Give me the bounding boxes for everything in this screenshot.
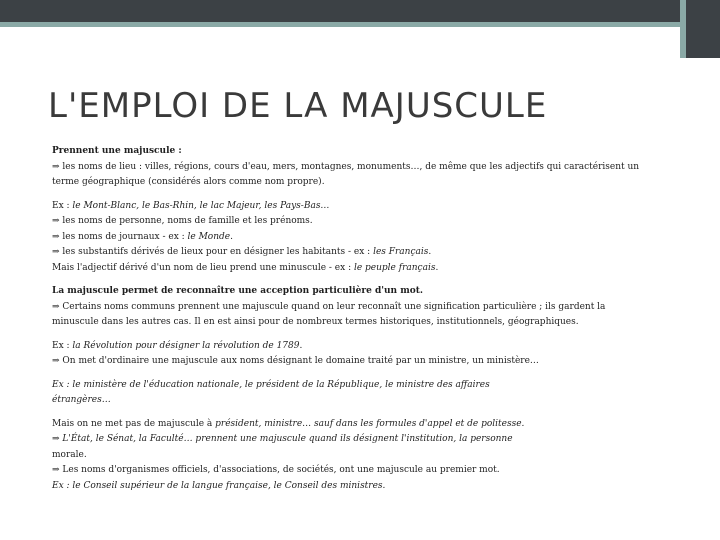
content-line: Ex : le ministère de l'éducation nationale, le président de la République, le ministre des affaires bbox=[52, 379, 490, 390]
content-line: ⇒ les noms de personne, noms de famille et les prénoms. bbox=[52, 216, 313, 226]
content-line: ⇒ Les noms d'organismes officiels, d'associations, de sociétés, ont une majuscule au premier mot. bbox=[52, 465, 500, 475]
content-italic: L'État, le Sénat, la Faculté… prennent une majuscule quand ils désignent l'institution, la personne bbox=[62, 434, 513, 444]
content-text: Ex : bbox=[52, 340, 73, 351]
top-decoration-bar bbox=[0, 0, 720, 22]
slide-content bbox=[52, 144, 672, 494]
content-text: . bbox=[299, 340, 303, 351]
content-line: ⇒ On met d'ordinaire une majuscule aux noms désignant le domaine traité par un ministre, un ministère… bbox=[52, 356, 539, 366]
content-line: Ex : le Conseil supérieur de la langue française, le Conseil des ministres. bbox=[52, 480, 386, 491]
content-italic: le Monde bbox=[187, 231, 231, 242]
content-text: Ex : bbox=[52, 200, 73, 211]
content-line bbox=[52, 339, 672, 355]
slide-title: L'EMPLOI DE LA MAJUSCULE bbox=[48, 86, 548, 126]
corner-decoration bbox=[680, 0, 720, 58]
content-text: . bbox=[230, 231, 233, 242]
content-line bbox=[52, 261, 672, 277]
content-line bbox=[52, 230, 672, 246]
content-line: morale. bbox=[52, 449, 87, 460]
content-line bbox=[52, 417, 672, 433]
content-text: Mais l'adjectif dérivé d'un nom de lieu prend une minuscule - ex : bbox=[52, 262, 354, 273]
content-line: La majuscule permet de reconnaître une acception particulière d'un mot. bbox=[52, 286, 424, 296]
top-accent-strip bbox=[0, 22, 720, 27]
content-line bbox=[52, 199, 672, 215]
content-line: ⇒ Certains noms communs prennent une majuscule quand on leur reconnaît une signification particulière ; ils gardent la bbox=[52, 301, 606, 312]
content-italic: président, ministre… sauf dans les formules d'appel et de politesse. bbox=[215, 418, 525, 429]
content-line bbox=[52, 245, 672, 261]
content-line: ⇒ les noms de lieu : villes, régions, cours d'eau, mers, montagnes, monuments…, de même que les adjectifs qui caractérisent un bbox=[52, 161, 640, 172]
content-text: Mais on ne met pas de majuscule à bbox=[52, 418, 216, 429]
content-text: ⇒ les substantifs dérivés de lieux pour en désigner les habitants - ex : bbox=[52, 247, 374, 257]
corner-accent-strip bbox=[680, 0, 686, 58]
content-text: . bbox=[428, 247, 432, 257]
content-italic: le peuple français bbox=[353, 262, 436, 273]
content-italic: le Mont-Blanc, le Bas-Rhin, le lac Majeur, les Pays-Bas… bbox=[72, 200, 330, 211]
content-line: Prennent une majuscule : bbox=[52, 146, 182, 156]
content-italic: les Français bbox=[373, 247, 429, 257]
content-text: ⇒ les noms de journaux - ex : bbox=[52, 231, 188, 242]
top-gray-band bbox=[0, 0, 680, 22]
content-text: . bbox=[435, 262, 439, 273]
content-italic: la Révolution pour désigner la révolution de 1789 bbox=[72, 340, 300, 351]
content-line: minuscule dans les autres cas. Il en est ainsi pour de nombreux termes historiques, institutionnels, géographiques. bbox=[52, 317, 579, 327]
content-line: terme géographique (considérés alors comme nom propre). bbox=[52, 177, 325, 187]
content-line: étrangères… bbox=[52, 395, 111, 405]
content-line bbox=[52, 432, 672, 448]
content-text: ⇒ bbox=[52, 434, 63, 444]
